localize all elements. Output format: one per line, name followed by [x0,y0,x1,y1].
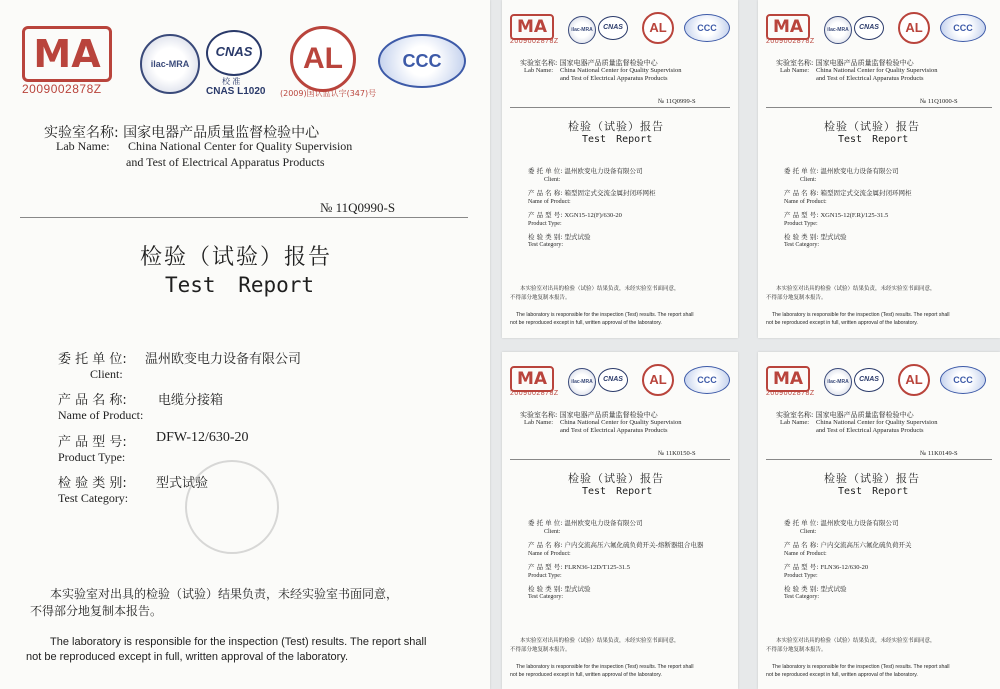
cnas-logo: CNAS [206,30,262,76]
category-label: 检 验 类 别: 型式试验 [528,585,591,593]
type-label: 产 品 型 号: XGN15-12(F)/630-20 [528,211,622,219]
notice-en-2: not be reproduced except in full, written approval of the laboratory. [26,651,349,663]
report-title-cn: 检验（试验）报告 [824,472,920,485]
al-logo: AL [290,26,356,92]
notice-en-2: not be reproduced except in full, written approval of the laboratory. [510,672,662,678]
report-title-en: Test Report [582,486,653,497]
report-title-en: Test Report [838,486,909,497]
notice-en-1: The laboratory is responsible for the inspection (Test) results. The report shall [516,312,694,318]
lab-name-en-1: China National Center for Quality Supervision [816,419,938,426]
notice-en-1: The laboratory is responsible for the inspection (Test) results. The report shall [50,636,427,648]
al-caption: (2009)国认监认字(347)号 [280,89,377,98]
notice-cn-1: 本实验室对出具的检验（试验）结果负责，未经实验室书面同意， [520,638,680,644]
report-large [0,0,490,689]
type-label: 产 品 型 号: XGN15-12(F.R)/125-31.5 [784,211,889,219]
lab-name-label-en: Lab Name: [524,419,554,426]
lab-code: 2009002878Z [510,38,559,45]
report-title-en: Test Report [165,273,315,297]
divider [766,459,992,460]
lab-code: 2009002878Z [766,38,815,45]
ccc-logo: CCC [940,14,986,42]
lab-name-en-1: China National Center for Quality Supervision [816,67,938,74]
report-title-en: Test Report [838,134,909,145]
category-label: 检 验 类 别: 型式试验 [528,233,591,241]
report-number: № 11Q0999-S [658,98,696,105]
product-label: 产 品 名 称: 户内交流高压六氟化硫负荷开关 [784,541,912,549]
product-label-en: Name of Product: [58,408,144,422]
report-title-cn: 检验（试验）报告 [140,245,333,270]
notice-cn-2: 不得部分地复制本报告。 [766,647,827,653]
divider [510,459,730,460]
client-label: 委 托 单 位: 温州欧变电力设备有限公司 [528,167,643,175]
product-label-en: Name of Product: [784,199,827,205]
report-number: № 11K0149-S [920,450,958,457]
type-label-en: Product Type: [784,573,818,579]
client-label-en: Client: [800,529,817,535]
lab-name-label-cn: 实验室名称: 国家电器产品质量监督检验中心 [44,125,320,141]
notice-cn-1: 本实验室对出具的检验（试验）结果负责，未经实验室书面同意， [520,286,680,292]
lab-name-en-1: China National Center for Quality Supervision [560,419,682,426]
type-label-en: Product Type: [528,221,562,227]
lab-name-en-1: China National Center for Quality Supervision [128,139,353,153]
cnas-sub-label: 校 准 [222,77,241,86]
client-label-en: Client: [800,177,817,183]
type-label: 产 品 型 号: FLN36-12/630-20 [784,563,869,571]
category-label: 检 验 类 别: 型式试验 [784,585,847,593]
client-label: 委 托 单 位: [58,352,127,367]
client-label-en: Client: [544,177,561,183]
type-label: 产 品 型 号: FLRN36-12D/T125-31.5 [528,563,631,571]
cnas-code: CNAS L1020 [206,86,266,97]
type-label-en: Product Type: [58,450,126,464]
lab-name-cn: 实验室名称: 国家电器产品质量监督检验中心 [776,411,914,419]
divider [766,107,992,108]
lab-name-label-en: Lab Name: [780,419,810,426]
al-logo: AL [898,364,930,396]
ccc-logo: CCC [684,14,730,42]
product-label: 产 品 名 称: 箱型固定式交流金属封闭环网柜 [784,189,912,197]
report-small [502,352,738,689]
report-number: № 11Q1000-S [920,98,958,105]
type-label: 产 品 型 号: [58,435,127,450]
product-label-en: Name of Product: [528,551,571,557]
divider [20,217,468,218]
type-value: DFW-12/630-20 [156,430,249,445]
client-label: 委 托 单 位: 温州欧变电力设备有限公司 [528,519,643,527]
category-label-en: Test Category: [58,491,129,505]
notice-en-2: not be reproduced except in full, written approval of the laboratory. [510,320,662,326]
ma-logo: MA [510,366,554,392]
category-value: 型式试验 [156,476,209,491]
report-small [502,0,738,338]
lab-name-label-en: Lab Name: [56,139,110,153]
product-label: 产 品 名 称: 箱型固定式交流金属封闭环网柜 [528,189,656,197]
report-small [758,352,1000,689]
category-label: 检 验 类 别: 型式试验 [784,233,847,241]
report-title-cn: 检验（试验）报告 [568,472,664,485]
lab-code: 2009002878Z [766,390,815,397]
notice-en-1: The laboratory is responsible for the inspection (Test) results. The report shall [516,664,694,670]
product-label-en: Name of Product: [528,199,571,205]
product-value: 电缆分接箱 [158,393,224,408]
lab-code: 2009002878Z [22,82,102,96]
cnas-logo: CNAS [854,368,884,392]
ilac-mra-logo: ilac-MRA [568,16,596,44]
seal-stamp [185,460,279,554]
ccc-logo: CCC [940,366,986,394]
divider [510,107,730,108]
notice-en-1: The laboratory is responsible for the inspection (Test) results. The report shall [772,312,950,318]
lab-code: 2009002878Z [510,390,559,397]
product-label: 产 品 名 称: 户内交流高压六氟化硫负荷开关-熔断器组合电器 [528,541,704,549]
report-small [758,0,1000,338]
type-label-en: Product Type: [528,573,562,579]
category-label-en: Test Category: [784,594,820,600]
lab-name-label-en: Lab Name: [780,67,810,74]
ilac-mra-logo: ilac-MRA [568,368,596,396]
ilac-mra-logo: ilac-MRA [140,34,200,94]
category-label-en: Test Category: [528,242,564,248]
cnas-logo: CNAS [854,16,884,40]
al-logo: AL [642,364,674,396]
product-label-en: Name of Product: [784,551,827,557]
ma-logo: MA [22,26,112,82]
notice-cn-1: 本实验室对出具的检验（试验）结果负责，未经实验室书面同意， [50,587,399,601]
report-title-cn: 检验（试验）报告 [568,120,664,133]
lab-name-cn: 实验室名称: 国家电器产品质量监督检验中心 [520,59,658,67]
category-label-en: Test Category: [528,594,564,600]
al-logo: AL [898,12,930,44]
notice-cn-2: 不得部分地复制本报告。 [766,295,827,301]
client-value: 温州欧变电力设备有限公司 [145,352,302,367]
notice-cn-1: 本实验室对出具的检验（试验）结果负责，未经实验室书面同意， [776,638,936,644]
type-label-en: Product Type: [784,221,818,227]
ccc-logo: CCC [378,34,466,88]
ccc-logo: CCC [684,366,730,394]
lab-name-en-2: and Test of Electrical Apparatus Products [816,427,924,434]
lab-name-en-2: and Test of Electrical Apparatus Products [560,75,668,82]
category-label-en: Test Category: [784,242,820,248]
ma-logo: MA [766,14,810,40]
client-label-en: Client: [90,367,123,381]
category-label: 检 验 类 别: [58,476,127,491]
lab-name-en-2: and Test of Electrical Apparatus Products [126,155,325,169]
notice-cn-2: 不得部分地复制本报告。 [510,647,571,653]
lab-name-en-2: and Test of Electrical Apparatus Products [560,427,668,434]
client-label: 委 托 单 位: 温州欧变电力设备有限公司 [784,167,899,175]
lab-name-cn: 实验室名称: 国家电器产品质量监督检验中心 [776,59,914,67]
al-logo: AL [642,12,674,44]
notice-cn-2: 不得部分地复制本报告。 [30,604,163,618]
report-number: № 11Q0990-S [320,200,396,215]
cnas-logo: CNAS [598,16,628,40]
notice-en-2: not be reproduced except in full, written approval of the laboratory. [766,672,918,678]
lab-name-en-1: China National Center for Quality Supervision [560,67,682,74]
ilac-mra-logo: ilac-MRA [824,368,852,396]
ma-logo: MA [766,366,810,392]
client-label-en: Client: [544,529,561,535]
lab-name-cn: 实验室名称: 国家电器产品质量监督检验中心 [520,411,658,419]
notice-cn-1: 本实验室对出具的检验（试验）结果负责，未经实验室书面同意， [776,286,936,292]
notice-en-2: not be reproduced except in full, written approval of the laboratory. [766,320,918,326]
ilac-mra-logo: ilac-MRA [824,16,852,44]
cnas-logo: CNAS [598,368,628,392]
product-label: 产 品 名 称: [58,393,127,408]
report-title-en: Test Report [582,134,653,145]
ma-logo: MA [510,14,554,40]
notice-cn-2: 不得部分地复制本报告。 [510,295,571,301]
report-number: № 11K0150-S [658,450,696,457]
lab-name-en-2: and Test of Electrical Apparatus Products [816,75,924,82]
lab-name-label-en: Lab Name: [524,67,554,74]
report-title-cn: 检验（试验）报告 [824,120,920,133]
client-label: 委 托 单 位: 温州欧变电力设备有限公司 [784,519,899,527]
notice-en-1: The laboratory is responsible for the inspection (Test) results. The report shall [772,664,950,670]
